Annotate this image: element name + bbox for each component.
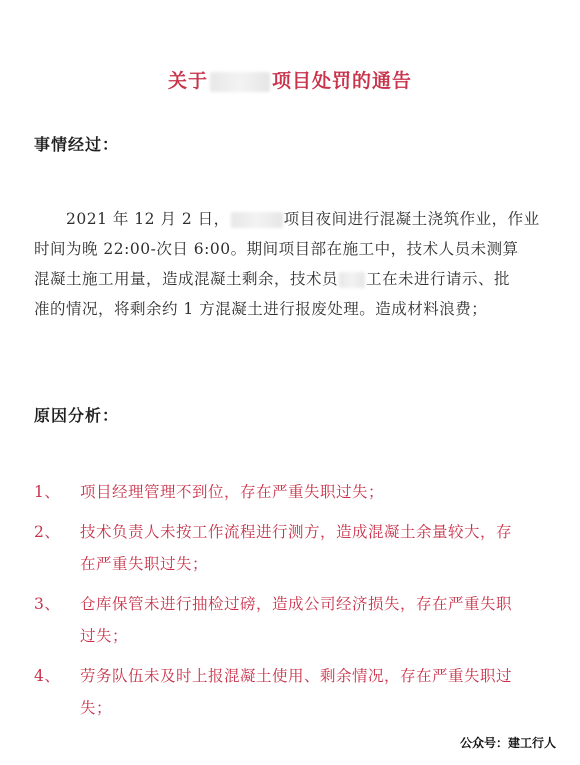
events-heading: 事情经过： (34, 135, 120, 154)
list-item (34, 476, 554, 508)
events-line (34, 294, 554, 324)
item-number: 4、 (34, 667, 61, 685)
events-line-text: 准的情况，将剩余约 1 方混凝土进行报废处理。造成材料浪费； (34, 300, 488, 318)
title-prefix: 关于 (167, 70, 208, 92)
notice-title (0, 66, 580, 93)
events-line-text: 时间为晚 22:00-次日 6:00。期间项目部在施工中，技术人员未测算 (34, 240, 519, 258)
item-text: 在严重失职过失； (80, 555, 209, 573)
watermark-caption: 公众号：建工行人 (459, 736, 556, 750)
events-line-text: 混凝土施工用量，造成混凝土剩余，技术员 (34, 270, 339, 288)
events-line-text: 项目夜间进行混凝土浇筑作业，作业 (283, 210, 540, 228)
events-line-text: 2021 年 12 月 2 日， (66, 210, 230, 228)
list-item (34, 660, 554, 724)
item-text: 劳务队伍未及时上报混凝土使用、剩余情况，存在严重失职过 (80, 667, 513, 685)
redacted-person-name (339, 272, 365, 288)
events-line (34, 234, 554, 264)
list-item (34, 588, 554, 652)
causes-list (34, 476, 554, 724)
events-paragraph (34, 204, 554, 324)
title-suffix: 项目处罚的通告 (272, 70, 413, 92)
item-text: 项目经理管理不到位，存在严重失职过失； (80, 483, 385, 501)
redacted-project-name (210, 72, 270, 92)
item-text: 过失； (80, 627, 129, 645)
events-line (34, 264, 554, 294)
item-number: 2、 (34, 523, 61, 541)
causes-heading: 原因分析： (34, 406, 120, 425)
item-text: 仓库保管未进行抽检过磅，造成公司经济损失，存在严重失职 (80, 595, 513, 613)
item-text: 技术负责人未按工作流程进行测方，造成混凝土余量较大，存 (80, 523, 513, 541)
item-number: 1、 (34, 483, 61, 501)
redacted-project-name (231, 212, 283, 228)
list-item (34, 516, 554, 580)
events-line-text: 工在未进行请示、批 (366, 270, 511, 288)
item-number: 3、 (34, 595, 61, 613)
item-text: 失； (80, 699, 113, 717)
events-line (34, 204, 554, 234)
